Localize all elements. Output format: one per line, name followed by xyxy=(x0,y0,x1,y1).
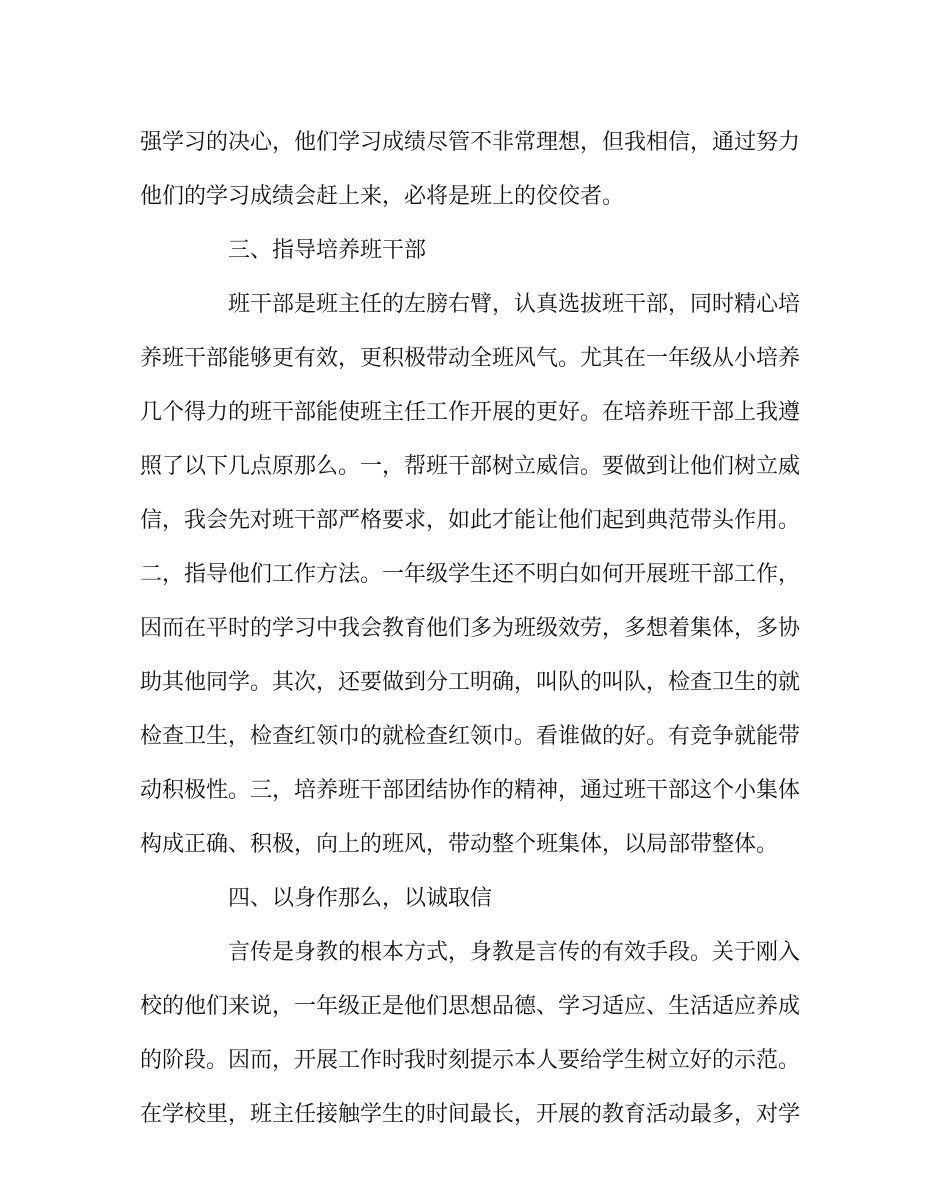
paragraph-first-line: 言传是身教的根本方式，身教是言传的有效手段。关于刚入 xyxy=(228,940,801,965)
text-line: 信，我会先对班干部严格要求，如此才能让他们起到典范带头作用。 xyxy=(140,508,801,533)
text-line: 照了以下几点原那么。一，帮班干部树立威信。要做到让他们树立威 xyxy=(140,454,801,479)
text-line: 动积极性。三，培养班干部团结协作的精神，通过班干部这个小集体 xyxy=(140,778,801,803)
text-line: 几个得力的班干部能使班主任工作开展的更好。在培养班干部上我遵 xyxy=(140,400,801,425)
text-line: 助其他同学。其次，还要做到分工明确，叫队的叫队，检查卫生的就 xyxy=(140,670,801,695)
text-line: 构成正确、积极，向上的班风，带动整个班集体，以局部带整体。 xyxy=(140,832,779,857)
text-line: 的阶段。因而，开展工作时我时刻提示本人要给学生树立好的示范。 xyxy=(140,1048,801,1073)
text-line: 检查卫生，检查红领巾的就检查红领巾。看谁做的好。有竞争就能带 xyxy=(140,724,801,749)
text-line: 因而在平时的学习中我会教育他们多为班级效劳，多想着集体，多协 xyxy=(140,616,801,641)
text-line: 在学校里，班主任接触学生的时间最长，开展的教育活动最多，对学 xyxy=(140,1102,801,1127)
text-line: 校的他们来说，一年级正是他们思想品德、学习适应、生活适应养成 xyxy=(140,994,801,1019)
section-heading: 三、指导培养班干部 xyxy=(228,238,427,263)
text-line: 强学习的决心，他们学习成绩尽管不非常理想，但我相信，通过努力 xyxy=(140,130,801,155)
text-line: 养班干部能够更有效，更积极带动全班风气。尤其在一年级从小培养 xyxy=(140,346,801,371)
text-line: 他们的学习成绩会赶上来，必将是班上的佼佼者。 xyxy=(140,184,625,209)
text-line: 二，指导他们工作方法。一年级学生还不明白如何开展班干部工作， xyxy=(140,562,801,587)
paragraph-first-line: 班干部是班主任的左膀右臂，认真选拔班干部，同时精心培 xyxy=(228,292,801,317)
section-heading: 四、以身作那么，以诚取信 xyxy=(228,886,493,911)
